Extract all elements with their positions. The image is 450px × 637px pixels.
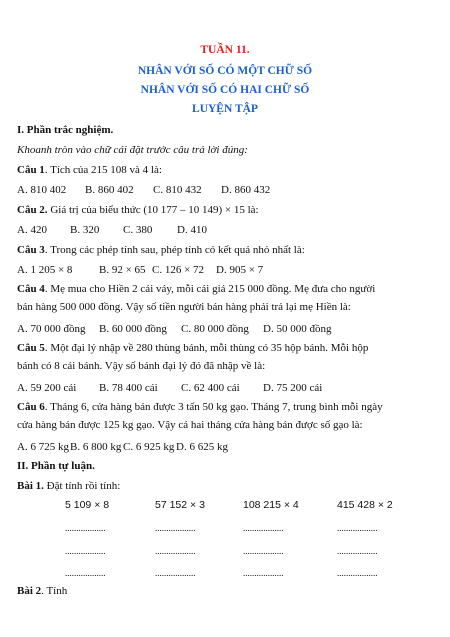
option[interactable]: D. 6 625 kg (176, 441, 228, 453)
topic-title-2: NHÂN VỚI SỐ CÓ HAI CHỮ SỐ (140, 84, 310, 96)
part2-heading: II. Phần tự luận. (17, 460, 95, 472)
option[interactable]: A. 810 402 (17, 184, 67, 196)
answer-line[interactable]: .................. (337, 523, 378, 533)
question-6-text-2: cửa hàng bán được 125 kg gạo. Vậy cả hai tháng cửa hàng bán được số gạo là: (17, 419, 363, 431)
question-1-text: . Tích của 215 108 và 4 là: (44, 164, 162, 176)
question-3 (17, 243, 437, 257)
option[interactable]: A. 59 200 cái (17, 382, 77, 394)
option[interactable]: C. 6 925 kg (123, 441, 175, 453)
question-2-label: Câu 2. (17, 204, 48, 216)
option[interactable]: D. 50 000 đồng (263, 323, 332, 335)
answer-line[interactable]: .................. (337, 546, 378, 556)
option[interactable]: D. 410 (177, 224, 207, 236)
question-2 (17, 203, 437, 217)
option[interactable]: B. 78 400 cái (99, 382, 158, 394)
question-1 (17, 163, 437, 177)
expression-3: 108 215 × 4 (243, 499, 299, 511)
expression-1: 5 109 × 8 (65, 499, 110, 511)
question-2-options (17, 223, 437, 237)
option[interactable]: C. 80 000 đồng (181, 323, 249, 335)
expression-2: 57 152 × 3 (155, 499, 205, 511)
question-3-label: Câu 3 (17, 244, 45, 256)
option[interactable]: D. 75 200 cái (263, 382, 323, 394)
answer-line[interactable]: .................. (243, 546, 284, 556)
question-1-options (17, 183, 437, 197)
exercise-2-text: . Tính (41, 585, 68, 597)
question-5-label: Câu 5 (17, 342, 45, 354)
answer-line[interactable]: .................. (155, 523, 196, 533)
expression-4: 415 428 × 2 (337, 499, 393, 511)
option[interactable]: C. 810 432 (153, 184, 202, 196)
question-4-label: Câu 4 (17, 283, 45, 295)
part1-heading: I. Phần trắc nghiệm. (17, 124, 114, 136)
option[interactable]: A. 6 725 kg (17, 441, 69, 453)
option[interactable]: B. 92 × 65 (99, 264, 146, 276)
option[interactable]: C. 62 400 cái (181, 382, 240, 394)
answer-line[interactable]: .................. (65, 546, 106, 556)
answer-line[interactable]: .................. (243, 523, 284, 533)
question-5-text-2: bánh có 8 cái bánh. Vậy số bánh đại lý đó đã nhập về là: (17, 360, 266, 372)
topic-title-1: NHÂN VỚI SỐ CÓ MỘT CHỮ SỐ (137, 65, 313, 77)
exercise-2-label: Bài 2 (17, 585, 42, 597)
question-4-text-1: . Mẹ mua cho Hiền 2 cái váy, mỗi cái giá 215 000 đồng. Mẹ đưa cho người (44, 283, 376, 295)
topic-title-3: LUYỆN TẬP (192, 103, 258, 115)
question-5-options (17, 381, 437, 395)
instruction: Khoanh tròn vào chữ cái đặt trước câu trả lời đúng: (17, 144, 248, 156)
exercise-1-text: Đặt tính rồi tính: (43, 480, 121, 492)
option[interactable]: A. 70 000 đồng (17, 323, 86, 335)
answer-line[interactable]: .................. (65, 568, 106, 578)
question-4 (17, 282, 437, 296)
exercise-1 (17, 479, 437, 493)
question-6-label: Câu 6 (17, 401, 45, 413)
exercise-2 (17, 584, 437, 598)
question-3-text: . Trong các phép tính sau, phép tính có kết quả nhỏ nhất là: (44, 244, 305, 256)
option[interactable]: A. 420 (17, 224, 47, 236)
week-title: TUẦN 11. (200, 44, 250, 56)
question-5 (17, 341, 437, 355)
question-4-options (17, 322, 437, 336)
exercise-1-label: Bài 1. (17, 480, 44, 492)
option[interactable]: C. 380 (123, 224, 153, 236)
answer-line[interactable]: .................. (337, 568, 378, 578)
option[interactable]: D. 905 × 7 (216, 264, 264, 276)
answer-line[interactable]: .................. (243, 568, 284, 578)
option[interactable]: D. 860 432 (221, 184, 271, 196)
question-3-options (17, 263, 437, 277)
question-5-text-1: . Một đại lý nhập về 280 thùng bánh, mỗi thùng có 35 hộp bánh. Mỗi hộp (44, 342, 369, 354)
option[interactable]: B. 860 402 (85, 184, 134, 196)
option[interactable]: B. 320 (70, 224, 100, 236)
option[interactable]: B. 60 000 đồng (99, 323, 167, 335)
question-6 (17, 400, 437, 414)
question-4-text-2: bán hàng 500 000 đồng. Vậy số tiền người bán hàng phải trả lại mẹ Hiền là: (17, 301, 351, 313)
answer-line[interactable]: .................. (65, 523, 106, 533)
option[interactable]: B. 6 800 kg (70, 441, 122, 453)
question-2-text: Giá trị của biểu thức (10 177 – 10 149) × 15 là: (47, 204, 259, 216)
option[interactable]: C. 126 × 72 (152, 264, 205, 276)
option[interactable]: A. 1 205 × 8 (17, 264, 73, 276)
question-6-options (17, 440, 437, 454)
answer-line[interactable]: .................. (155, 568, 196, 578)
question-1-label: Câu 1 (17, 164, 45, 176)
answer-line[interactable]: .................. (155, 546, 196, 556)
question-6-text-1: . Tháng 6, cửa hàng bán được 3 tấn 50 kg gạo. Tháng 7, trung bình mỗi ngày (44, 401, 383, 413)
